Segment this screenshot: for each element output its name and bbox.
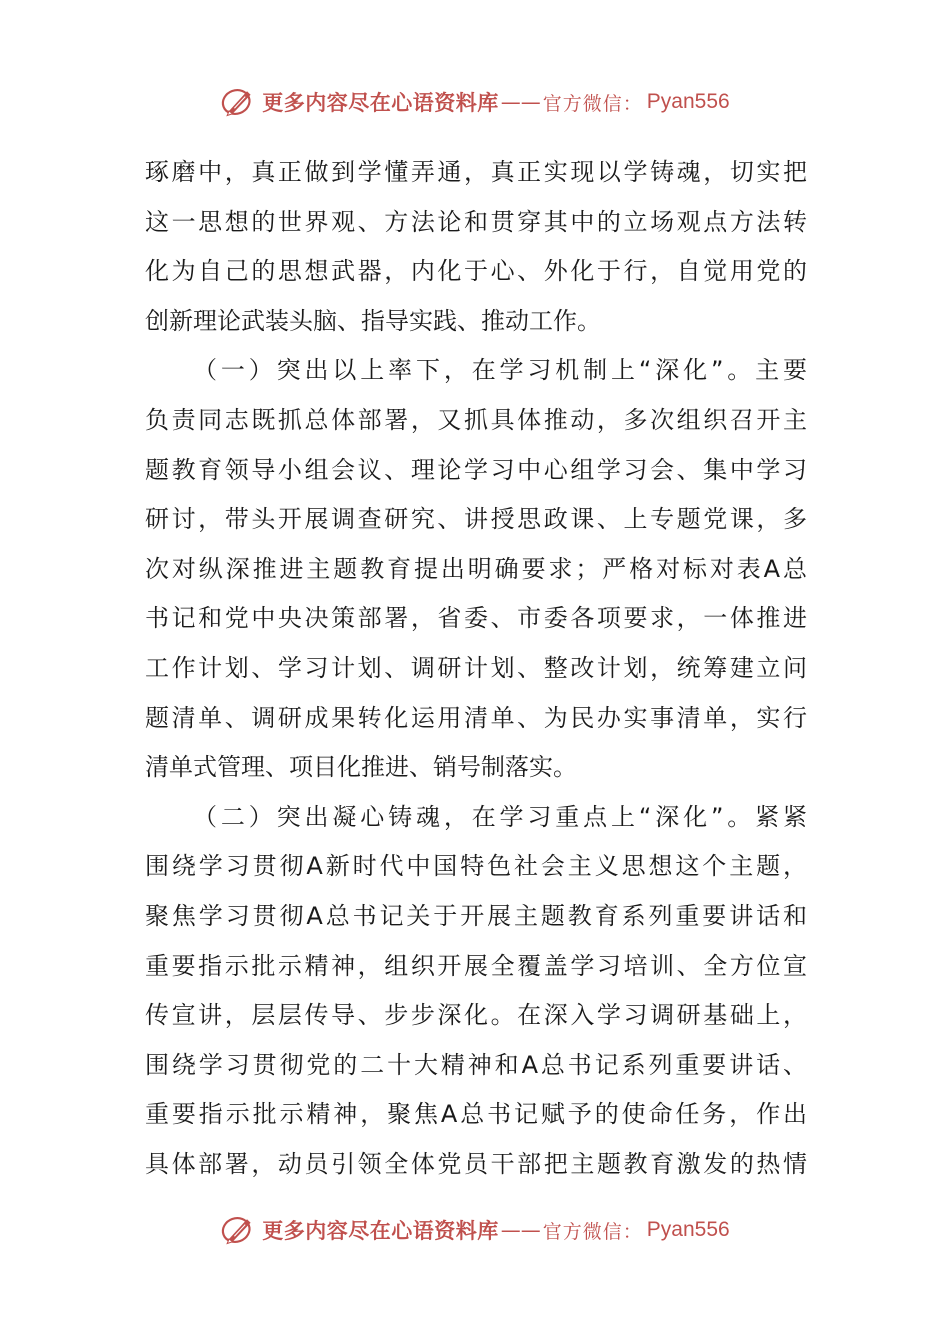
text-line: 次对纵深推进主题教育提出明确要求；严格对标对表A总 xyxy=(145,554,807,583)
text-line: 题清单、调研成果转化运用清单、为民办实事清单，实行 xyxy=(145,703,807,732)
footer-banner xyxy=(0,1210,950,1250)
footer-wechat-label: 官方微信： xyxy=(542,1220,643,1243)
text-line: 题教育领导小组会议、理论学习中心组学习会、集中学习 xyxy=(145,455,807,484)
text-line: 琢磨中，真正做到学懂弄通，真正实现以学铸魂，切实把 xyxy=(145,158,807,186)
section-heading-line: （一）突出以上率下，在学习机制上“深化”。主要 xyxy=(193,356,807,385)
text-line: 负责同志既抓总体部署，又抓具体推动，多次组织召开主 xyxy=(145,405,807,434)
text-line: 这一思想的世界观、方法论和贯穿其中的立场观点方法转 xyxy=(145,207,807,236)
text-line: 书记和党中央决策部署，省委、市委各项要求，一体推进 xyxy=(145,604,807,633)
text-line: 研讨，带头开展调查研究、讲授思政课、上专题党课，多 xyxy=(145,505,807,534)
text-line: 化为自己的思想武器，内化于心、外化于行，自觉用党的 xyxy=(145,257,807,286)
text-line: 清单式管理、项目化推进、销号制落实。 xyxy=(145,753,577,782)
body-text xyxy=(145,148,807,1189)
header-wechat-label: 官方微信： xyxy=(542,92,643,115)
footer-site-text: 更多内容尽在心语资料库 xyxy=(262,1218,499,1243)
header-site-text: 更多内容尽在心语资料库 xyxy=(262,90,499,115)
footer-wechat-id: Pyan556 xyxy=(646,1218,730,1241)
header-dash: —— xyxy=(500,90,541,114)
header-wechat-id: Pyan556 xyxy=(646,90,730,113)
text-line: 传宣讲，层层传导、步步深化。在深入学习调研基础上， xyxy=(145,1001,807,1030)
section-heading-line: （二）突出凝心铸魂，在学习重点上“深化”。紧紧 xyxy=(193,802,807,831)
pen-nib-icon xyxy=(220,1212,256,1248)
text-line: 重要指示批示精神，聚焦A总书记赋予的使命任务，作出 xyxy=(145,1100,807,1129)
text-line: 工作计划、学习计划、调研计划、整改计划，统筹建立问 xyxy=(145,653,807,682)
text-line: 围绕学习贯彻党的二十大精神和A总书记系列重要讲话、 xyxy=(145,1050,807,1079)
text-line: 重要指示批示精神，组织开展全覆盖学习培训、全方位宣 xyxy=(145,951,807,980)
text-line: 聚焦学习贯彻A总书记关于开展主题教育系列重要讲话和 xyxy=(145,901,807,930)
header-banner xyxy=(0,82,950,122)
footer-dash: —— xyxy=(500,1218,541,1242)
pen-nib-icon xyxy=(220,84,256,120)
text-line: 围绕学习贯彻A新时代中国特色社会主义思想这个主题， xyxy=(145,852,807,881)
text-line: 具体部署，动员引领全体党员干部把主题教育激发的热情 xyxy=(145,1149,807,1178)
text-line: 创新理论武装头脑、指导实践、推动工作。 xyxy=(145,306,601,335)
